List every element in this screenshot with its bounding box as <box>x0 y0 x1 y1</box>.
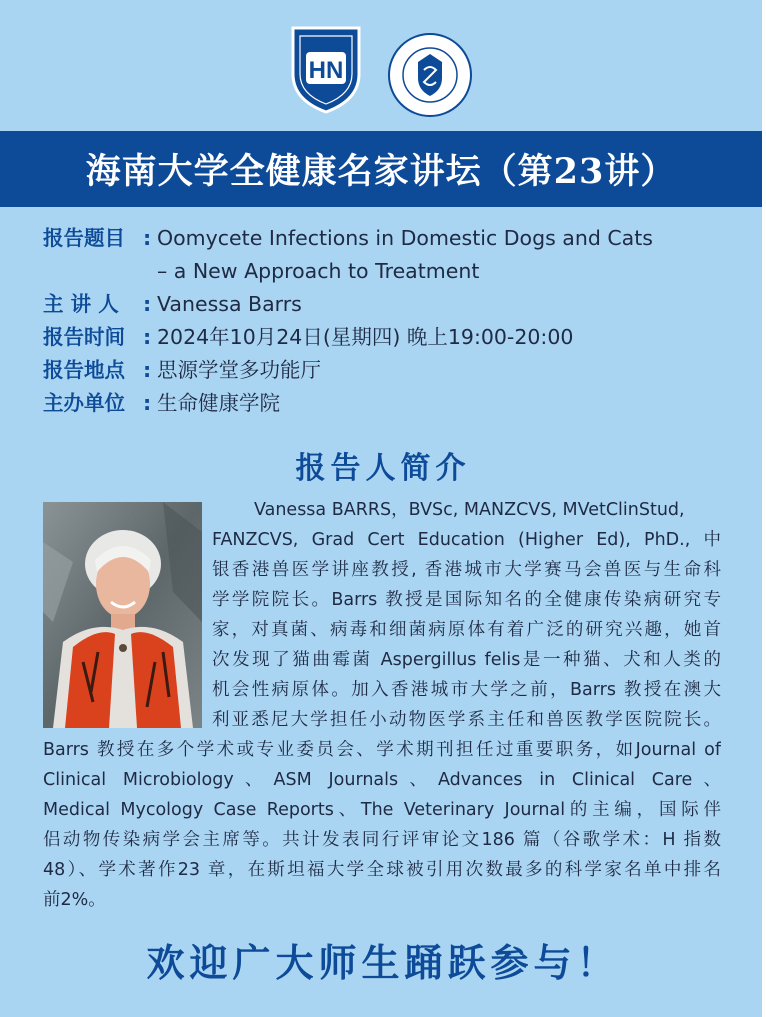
colon: : <box>143 325 152 349</box>
bio-line: Clinical Microbiology、ASM Journals、Advances in Clinical Care、 <box>43 770 721 790</box>
welcome-message: 欢迎广大师生踊跃参与！ <box>146 941 620 985</box>
topic-label: 报告题目 <box>43 226 125 250</box>
bio-line: Medical Mycology Case Reports、The Veterinary Journal的主编，国际伴 <box>43 800 721 820</box>
topic-line-2: – a New Approach to Treatment <box>157 259 480 283</box>
place-label: 报告地点 <box>43 358 125 382</box>
bio-line: 银香港兽医学讲座教授, 香港城市大学赛马会兽医与生命科 <box>212 560 721 580</box>
host-row <box>43 387 743 420</box>
speaker-label: 主 讲 人 <box>43 292 119 316</box>
hn-logo-text: HN <box>308 57 344 84</box>
bio-line: 家，对真菌、病毒和细菌病原体有着广泛的研究兴趣，她首 <box>212 620 721 640</box>
topic-row <box>43 222 743 288</box>
topic-line-1: Oomycete Infections in Domestic Dogs and Cats <box>157 226 653 250</box>
bio-line: 48）、学术著作23 章，在斯坦福大学全球被引用次数最多的科学家名单中排名 <box>43 860 721 880</box>
bio-line: 利亚悉尼大学担任小动物医学系主任和兽医教学医院院长。 <box>212 710 721 730</box>
bio-line: FANZCVS, Grad Cert Education (Higher Ed), PhD., 中 <box>212 530 721 550</box>
bio-line: 侣动物传染病学会主席等。共计发表同行评审论文186 篇（谷歌学术：H 指数 <box>43 830 721 850</box>
page-edge <box>762 0 766 1017</box>
lecture-info <box>43 222 743 420</box>
hainan-university-logo <box>289 22 363 114</box>
speaker-bio <box>43 495 721 915</box>
host-label: 主办单位 <box>43 391 125 415</box>
place-row <box>43 354 743 387</box>
bio-line: 前2%。 <box>43 890 106 910</box>
bio-line: Barrs 教授在多个学术或专业委员会、学术期刊担任过重要职务，如Journal of <box>43 740 721 760</box>
bio-section-title: 报告人简介 <box>295 451 471 486</box>
colon: : <box>143 292 152 316</box>
colon: : <box>143 391 152 415</box>
speaker-value: Vanessa Barrs <box>157 292 302 316</box>
bio-line: Vanessa BARRS，BVSc, MANZCVS, MVetClinStud, <box>254 500 685 520</box>
time-label: 报告时间 <box>43 325 125 349</box>
host-value: 生命健康学院 <box>157 391 280 415</box>
school-of-life-and-health-logo <box>387 32 473 118</box>
logo-row <box>0 22 766 114</box>
colon: : <box>143 226 152 250</box>
lecture-title: 海南大学全健康名家讲坛（第23讲） <box>85 151 677 192</box>
colon: : <box>143 358 152 382</box>
topic-value <box>157 222 653 288</box>
bio-line: 次发现了猫曲霉菌 Aspergillus felis是一种猫、犬和人类的 <box>212 650 721 670</box>
speaker-row <box>43 288 743 321</box>
time-value: 2024年10月24日(星期四) 晚上19:00-20:00 <box>157 325 574 349</box>
bio-line: 学学院院长。Barrs 教授是国际知名的全健康传染病研究专 <box>212 590 721 610</box>
bio-line: 机会性病原体。加入香港城市大学之前，Barrs 教授在澳大 <box>212 680 721 700</box>
time-row <box>43 321 743 354</box>
place-value: 思源学堂多功能厅 <box>157 358 321 382</box>
title-banner <box>0 131 762 207</box>
